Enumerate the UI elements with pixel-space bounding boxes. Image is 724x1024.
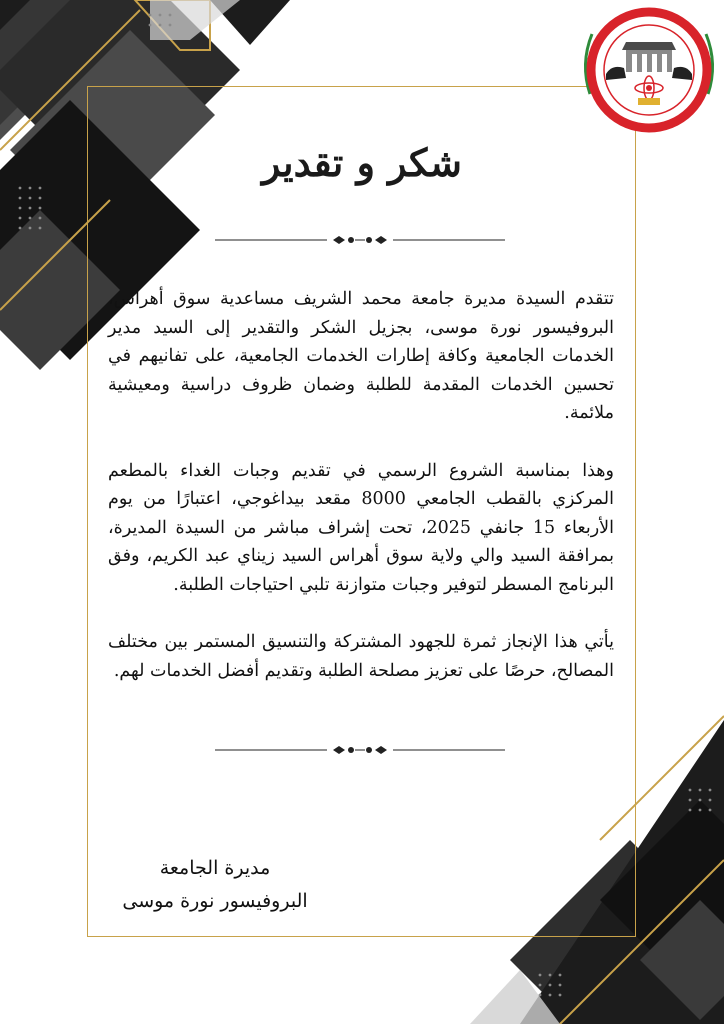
logo-book [638,98,660,105]
university-logo [578,4,720,138]
logo-building [622,42,676,50]
signature-role: مديرة الجامعة [159,857,271,879]
signature-name: البروفيسور نورة موسى [122,890,308,912]
paragraph-thanks: تتقدم السيدة مديرة جامعة محمد الشريف مساعدية سوق أهراس، البروفيسور نورة موسى، بجزيل الشكر والتقدير إلى السيد مدير الخدمات الجامعية وكافة إطارات الخدمات الجامعية، على تفانيهم في تحسين الخدمات المقدمة للطلبة وضمان ظروف دراسية ومعيشية ملائمة. [108,289,614,423]
paragraph-achievement: يأتي هذا الإنجاز ثمرة للجهود المشتركة والتنسيق المستمر بين مختلف المصالح، حرصًا على تعزيز مصلحة الطلبة وتقديم أفضل الخدمات لهم. [108,632,614,681]
top-grey-band [150,0,240,40]
ornament-divider-top [215,232,505,248]
paragraph-occasion: وهذا بمناسبة الشروع الرسمي في تقديم وجبات الغداء بالمطعم المركزي بالقطب الجامعي 8000 مقعد بيداغوجي، اعتبارًا من يوم الأربعاء 15 جانفي 2025، تحت إشراف مباشر من السيدة المديرة، بمرافقة السيد والي ولاية سوق أهراس السيد زيناي عبد الكريم، وفق البرنامج المسطر لتوفير وجبات متوازنة تلبي احتياجات الطلبة. [108,460,614,595]
ornament-divider-bottom [215,742,505,758]
signature-block [110,852,320,918]
letter-title: شكر و تقدير [262,140,462,185]
letter-body [108,285,614,714]
